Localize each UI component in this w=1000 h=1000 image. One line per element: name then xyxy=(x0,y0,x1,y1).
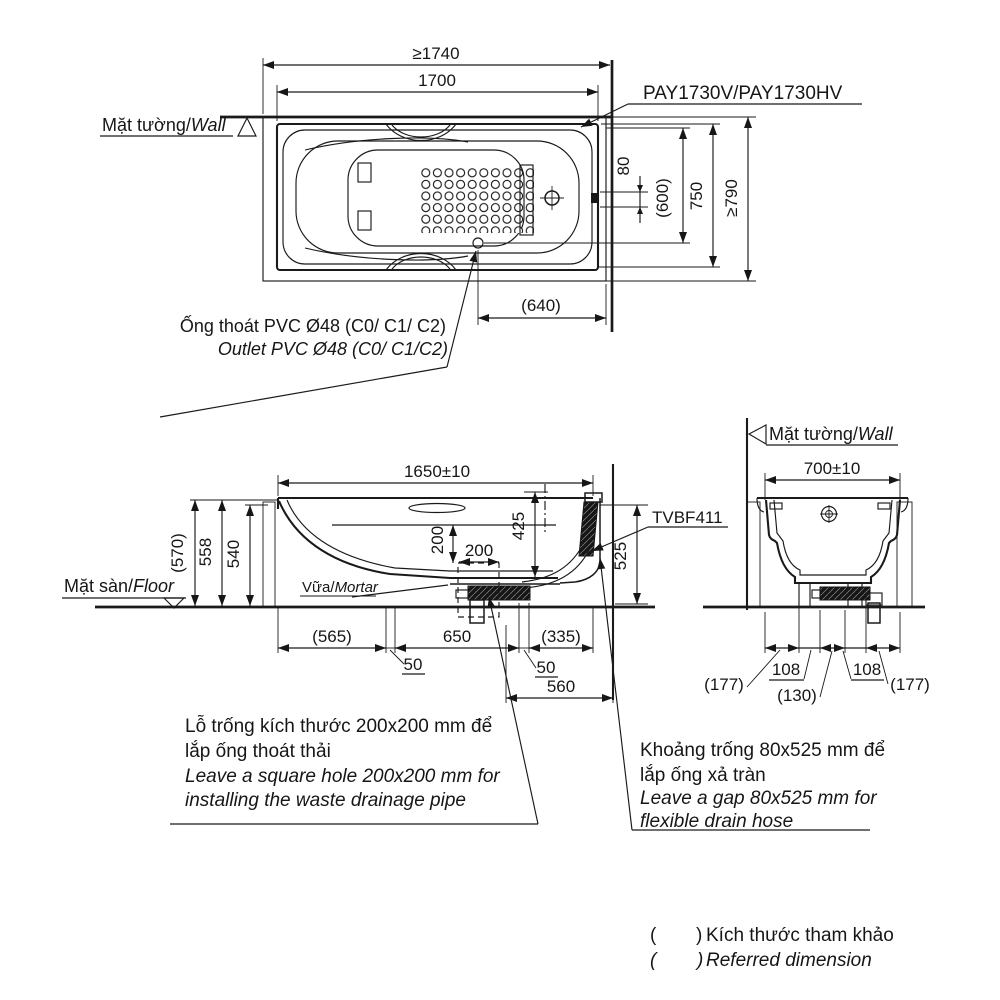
gap-note-vn2: lắp ống xả tràn xyxy=(640,765,766,786)
overflow-outlet-mark xyxy=(591,193,599,203)
hole-note-en1: Leave a square hole 200x200 mm for xyxy=(185,766,500,787)
mortar-label-en: Mortar xyxy=(334,579,378,596)
svg-text:Vữa/Mortar xyxy=(302,579,379,596)
svg-text:Mặt tường/Wall xyxy=(769,424,894,444)
hole-note-en2: installing the waste drainage pipe xyxy=(185,790,466,811)
tub-body-outer-end xyxy=(766,500,900,583)
side-section xyxy=(62,462,728,703)
dim-1650: 1650±10 xyxy=(403,462,471,481)
gap-note-en1: Leave a gap 80x525 mm for xyxy=(640,788,877,809)
wall-label-en: Wall xyxy=(190,115,226,135)
plan-view xyxy=(100,44,862,417)
dim-790: ≥790 xyxy=(722,179,741,217)
end-wall-label-vn: Mặt tường/ xyxy=(769,424,858,444)
legend-vn: Kích thước tham khảo xyxy=(706,925,894,946)
tub-armrest-bottom xyxy=(358,211,371,230)
dim-570: (570) xyxy=(168,533,187,573)
legend-paren-close-en: ) xyxy=(697,950,704,971)
handle-end-left xyxy=(770,503,782,509)
dim-108-right xyxy=(843,651,884,680)
gap-note-leader xyxy=(600,558,632,830)
dim-200-width: 200 xyxy=(464,541,494,560)
svg-text:50: 50 xyxy=(403,655,423,674)
legend-paren-close-vn: ) xyxy=(696,925,703,946)
wall-datum-triangle-end xyxy=(749,425,766,444)
outlet-callout xyxy=(160,251,476,417)
drain-hose-outer xyxy=(522,548,581,582)
tub-grip-hole-section xyxy=(409,504,465,513)
dim-560: 560 xyxy=(546,677,576,696)
dim-750: 750 xyxy=(687,181,706,211)
waste-pipe xyxy=(470,600,484,623)
wall-label-vn: Mặt tường/ xyxy=(102,115,191,135)
legend-paren-open-vn: ( xyxy=(650,925,657,946)
handle-bar-bottom xyxy=(305,248,468,260)
svg-text:(130): (130) xyxy=(777,686,817,705)
end-section xyxy=(703,418,930,705)
masonry-support-left xyxy=(263,502,275,607)
outlet-label-en: Outlet PVC Ø48 (C0/ C1/C2) xyxy=(217,339,448,359)
dim-558: 558 xyxy=(196,537,215,567)
product-code: PAY1730V/PAY1730HV xyxy=(643,83,843,104)
mortar-label-vn: Vữa/ xyxy=(302,579,335,596)
svg-text:50: 50 xyxy=(536,658,556,677)
end-wall-label xyxy=(749,424,898,445)
dim-565: (565) xyxy=(312,627,352,646)
svg-text:Mặt sàn/Floor xyxy=(64,576,175,596)
drain-trap-end xyxy=(820,587,870,600)
floor-label-vn: Mặt sàn/ xyxy=(64,576,134,596)
dim-650: 650 xyxy=(442,627,472,646)
antislip-hole-pattern xyxy=(420,167,534,233)
svg-text:108: 108 xyxy=(852,660,882,679)
outlet-callout-underline xyxy=(160,367,447,417)
hole-note-vn2: lắp ống thoát thải xyxy=(185,741,331,762)
masonry-support-left-end xyxy=(747,502,760,607)
outlet-leader xyxy=(447,251,476,367)
tub-body-inner-end xyxy=(774,500,892,575)
dim-50-left xyxy=(390,650,425,674)
legend-paren-open-en: ( xyxy=(650,950,657,971)
dim-525: 525 xyxy=(611,541,630,571)
overflow-column xyxy=(579,502,598,556)
dim-108-left xyxy=(769,650,811,680)
grip-recess-bottom xyxy=(386,254,456,271)
handle-bar-top xyxy=(305,138,468,150)
dim-1740: ≥1740 xyxy=(412,44,460,63)
svg-text:(177): (177) xyxy=(704,675,744,694)
gap-note-vn1: Khoảng trống 80x525 mm để xyxy=(640,740,886,761)
dim-200-depth: 200 xyxy=(428,525,447,555)
dim-177-right xyxy=(879,651,930,694)
wall-datum-triangle xyxy=(238,118,256,136)
floor-label-en: Floor xyxy=(133,576,175,596)
hole-note-vn1: Lỗ trống kích thước 200x200 mm để xyxy=(185,716,493,737)
hole-note-leader xyxy=(489,597,538,824)
grip-recess-top-inner xyxy=(392,125,450,137)
legend-en: Referred dimension xyxy=(706,950,872,971)
extension-lines xyxy=(765,473,900,653)
gap-note-en2: flexible drain hose xyxy=(640,811,794,832)
overflow-hole-end xyxy=(820,505,838,523)
legend xyxy=(650,925,894,971)
handle-end-right xyxy=(878,503,890,509)
product-code-callout xyxy=(581,83,862,127)
dim-50-right xyxy=(524,650,558,677)
dim-line-80 xyxy=(637,176,643,223)
svg-text:108: 108 xyxy=(771,660,801,679)
tub-armrest-top xyxy=(358,163,371,182)
mortar-label xyxy=(300,579,379,596)
hole-note-callout xyxy=(170,597,538,824)
overflow-fitting xyxy=(540,186,564,210)
floor-label xyxy=(62,576,186,608)
dim-640: (640) xyxy=(521,296,561,315)
end-drain-assembly xyxy=(812,587,882,623)
outlet-label-vn: Ống thoát PVC Ø48 (C0/ C1/ C2) xyxy=(179,316,446,336)
plan-tub xyxy=(277,124,599,270)
dim-700: 700±10 xyxy=(803,459,861,478)
dim-80: 80 xyxy=(614,156,633,176)
dim-540: 540 xyxy=(224,539,243,569)
svg-text:Mặt tường/Wall xyxy=(102,115,227,135)
dim-600: (600) xyxy=(653,178,672,218)
end-wall-label-en: Wall xyxy=(857,424,893,444)
dim-335: (335) xyxy=(541,627,581,646)
dim-425: 425 xyxy=(509,511,528,541)
svg-text:(177): (177) xyxy=(890,675,930,694)
fitting-code: TVBF411 xyxy=(652,508,723,527)
dim-1700: 1700 xyxy=(418,71,456,90)
dim-177-left xyxy=(704,650,780,694)
